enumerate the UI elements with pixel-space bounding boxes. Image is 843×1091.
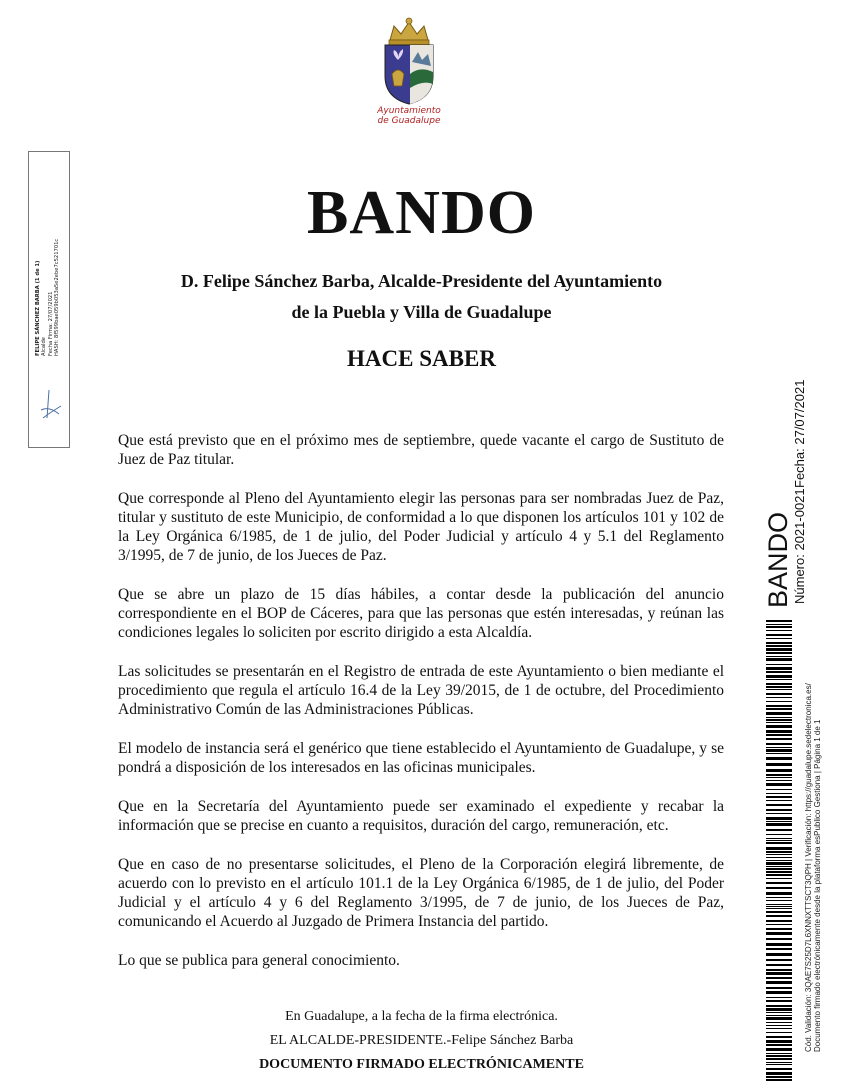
stamp-date: Fecha Firma: 27/07/2021: [47, 291, 54, 356]
document-title: BANDO: [307, 179, 536, 247]
verification-line-2: Documento firmado electrónicamente desde la plataforma esPublico Gestiona | Página 1 de 1: [813, 719, 822, 1052]
stamp-role: Alcalde: [41, 337, 48, 356]
side-fecha: Fecha: 27/07/2021: [792, 379, 807, 488]
authority-heading: [120, 266, 723, 328]
document-footer: [0, 1005, 843, 1077]
handwritten-signature-icon: [35, 388, 63, 422]
footer-signer: EL ALCALDE-PRESIDENTE.-Felipe Sánchez Barba: [269, 1033, 574, 1048]
body-paragraph: Las solicitudes se presentarán en el Registro de entrada de este Ayuntamiento o bien mediante el procedimiento que regula el artículo 16.4 de la Ley 39/2015, de 1 de octubre, del Procedimiento Administrativo Común de las Administraciones Públicas.: [118, 663, 724, 718]
verification-line-1: Cód. Validación: 3QAE7S25D7L6XNNXTTSCT3QPH | Verificación: https://guadalupe.sedelectronica.es/: [804, 683, 813, 1052]
stamp-hash: HASH: 8f599bae059b053a5e2ebe7c521701c: [54, 238, 61, 356]
document-body: [118, 431, 724, 990]
signature-stamp: [28, 151, 70, 448]
body-paragraph: Lo que se publica para general conocimiento.: [118, 952, 400, 969]
body-paragraph: Que se abre un plazo de 15 días hábiles, a contar desde la publicación del anuncio correspondiente en el BOP de Cáceres, para que las personas que estén interesadas, y reúnan las condiciones legales lo soliciten por escrito dirigido a esta Alcaldía.: [118, 586, 724, 641]
body-paragraph: Que está previsto que en el próximo mes de septiembre, quede vacante el cargo de Sustituto de Juez de Paz titular.: [118, 432, 724, 468]
announce-heading: HACE SABER: [347, 346, 496, 371]
logo-text-line1: Ayuntamiento: [377, 106, 441, 116]
barcode-icon: [766, 620, 792, 1082]
stamp-signer: FELIPE SÁNCHEZ BARBA (1 de 1): [35, 260, 41, 356]
coat-of-arms-icon: [368, 14, 450, 106]
logo-text-line2: de Guadalupe: [377, 116, 441, 126]
footer-signed-notice: DOCUMENTO FIRMADO ELECTRÓNICAMENTE: [259, 1057, 584, 1072]
body-paragraph: Que corresponde al Pleno del Ayuntamiento elegir las personas para ser nombradas Juez de Paz, titular y sustituto de este Municipio, de conformidad a lo que disponen los artículos 101 y 102 de la Ley Orgánica 6/1985, de 1 de julio, del Poder Judicial y artículo 4 y 5.1 del Reglamento 3/1995, de 7 de junio, de los Jueces de Paz.: [118, 490, 724, 564]
side-verification: [804, 683, 822, 1052]
authority-line-2: de la Puebla y Villa de Guadalupe: [291, 302, 552, 322]
side-numero: Número: 2021-0021: [792, 488, 807, 604]
body-paragraph: Que en caso de no presentarse solicitudes, el Pleno de la Corporación elegirá libremente, de acuerdo con lo previsto en el artículo 101.1 de la Ley Orgánica 6/1985, de 1 de julio, del Poder Judicial y el artículo 4 y 6 del Reglamento 3/1995, de 7 de junio, de los Jueces de Paz, comunicando el Acuerdo al Juzgado de Primera Instancia del partido.: [118, 856, 724, 930]
footer-place: En Guadalupe, a la fecha de la firma electrónica.: [285, 1009, 558, 1024]
authority-line-1: D. Felipe Sánchez Barba, Alcalde-Presidente del Ayuntamiento: [180, 271, 663, 291]
body-paragraph: Que en la Secretaría del Ayuntamiento puede ser examinado el expediente y recabar la información que se precise en cuanto a requisitos, duración del cargo, remuneración, etc.: [118, 798, 724, 834]
body-paragraph: El modelo de instancia será el genérico que tiene establecido el Ayuntamiento de Guadalupe, y se pondrá a disposición de los interesados en las oficinas municipales.: [118, 740, 724, 776]
signature-stamp-text: [29, 152, 69, 362]
municipal-logo: [368, 14, 450, 128]
side-doc-type: BANDO: [763, 511, 793, 608]
